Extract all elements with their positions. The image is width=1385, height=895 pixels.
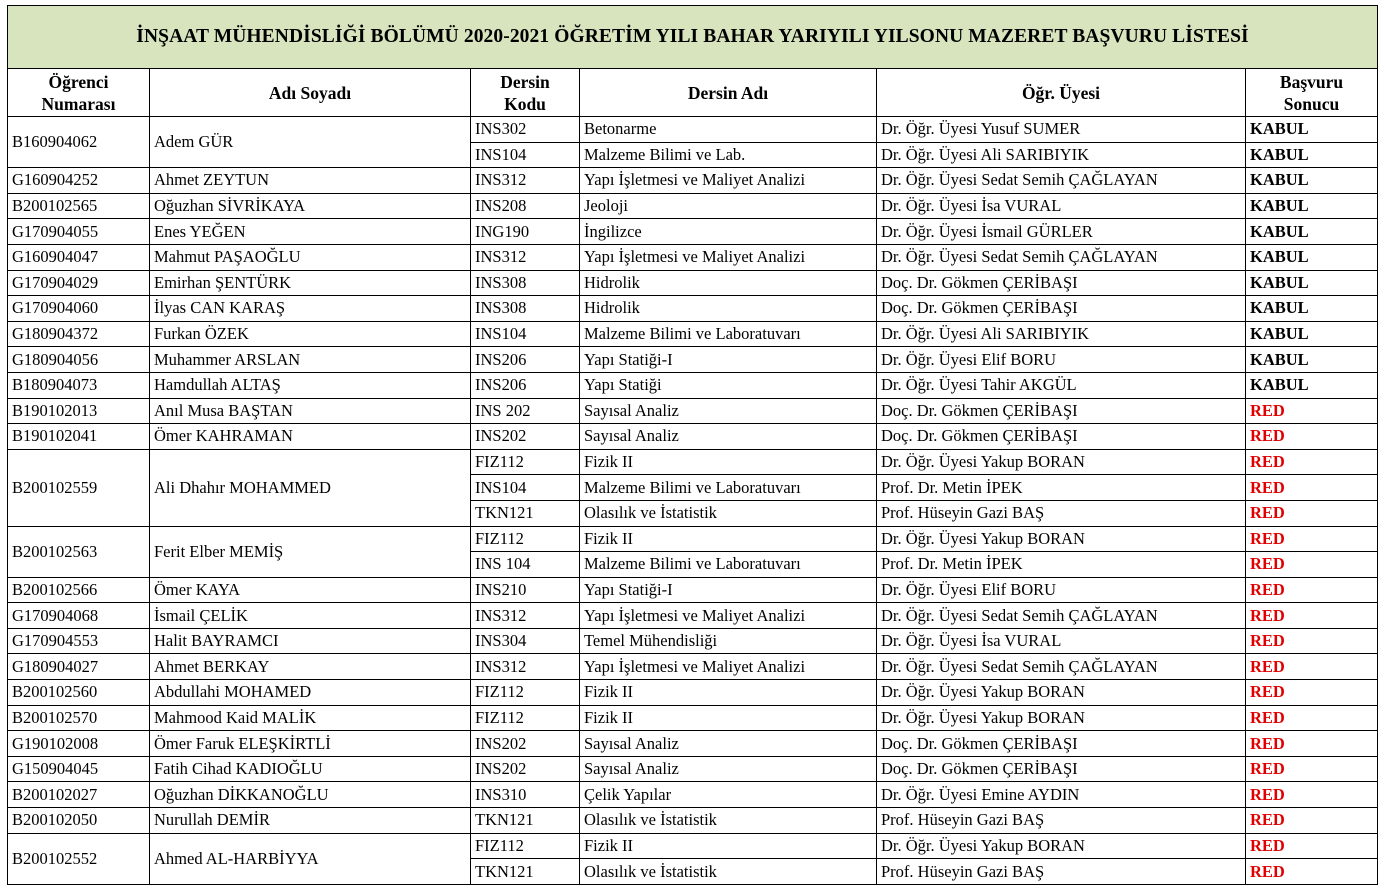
course-name-cell: Malzeme Bilimi ve Laboratuvarı bbox=[580, 321, 877, 347]
course-name-cell: Sayısal Analiz bbox=[580, 398, 877, 424]
result-cell: RED bbox=[1246, 680, 1378, 706]
instructor-cell: Prof. Hüseyin Gazi BAŞ bbox=[877, 500, 1246, 526]
student-name-cell: Mahmut PAŞAOĞLU bbox=[150, 244, 471, 270]
student-number-cell: G170904553 bbox=[8, 628, 150, 654]
course-name-cell: Yapı Statiği-I bbox=[580, 577, 877, 603]
student-name-cell: Ömer KAHRAMAN bbox=[150, 424, 471, 450]
course-name-cell: Malzeme Bilimi ve Laboratuvarı bbox=[580, 475, 877, 501]
instructor-cell: Dr. Öğr. Üyesi Yakup BORAN bbox=[877, 833, 1246, 859]
instructor-cell: Dr. Öğr. Üyesi Yakup BORAN bbox=[877, 449, 1246, 475]
student-name-cell: Ahmed AL-HARBİYYA bbox=[150, 833, 471, 884]
table-row bbox=[8, 705, 1378, 731]
course-code-cell: INS202 bbox=[471, 731, 580, 757]
student-name-cell: Hamdullah ALTAŞ bbox=[150, 372, 471, 398]
student-name-cell: Mahmood Kaid MALİK bbox=[150, 705, 471, 731]
course-code-cell: INS308 bbox=[471, 270, 580, 296]
student-name-cell: Oğuzhan SİVRİKAYA bbox=[150, 193, 471, 219]
course-code-cell: INS302 bbox=[471, 117, 580, 143]
course-name-cell: Sayısal Analiz bbox=[580, 756, 877, 782]
table-row bbox=[8, 424, 1378, 450]
header-course-name: Dersin Adı bbox=[580, 69, 877, 117]
result-cell: RED bbox=[1246, 398, 1378, 424]
student-number-cell: G180904372 bbox=[8, 321, 150, 347]
course-name-cell: Fizik II bbox=[580, 833, 877, 859]
student-number-cell: G150904045 bbox=[8, 756, 150, 782]
course-name-cell: Temel Mühendisliği bbox=[580, 628, 877, 654]
course-code-cell: INS 202 bbox=[471, 398, 580, 424]
result-cell: RED bbox=[1246, 449, 1378, 475]
student-name-cell: Nurullah DEMİR bbox=[150, 808, 471, 834]
course-code-cell: INS312 bbox=[471, 244, 580, 270]
course-code-cell: INS312 bbox=[471, 168, 580, 194]
course-name-cell: Yapı İşletmesi ve Maliyet Analizi bbox=[580, 244, 877, 270]
result-cell: RED bbox=[1246, 808, 1378, 834]
course-name-cell: İngilizce bbox=[580, 219, 877, 245]
result-cell: RED bbox=[1246, 654, 1378, 680]
student-number-cell: B200102027 bbox=[8, 782, 150, 808]
result-cell: KABUL bbox=[1246, 244, 1378, 270]
table-row bbox=[8, 321, 1378, 347]
result-cell: KABUL bbox=[1246, 270, 1378, 296]
result-cell: RED bbox=[1246, 526, 1378, 552]
student-number-cell: B200102559 bbox=[8, 449, 150, 526]
student-number-cell: G190102008 bbox=[8, 731, 150, 757]
instructor-cell: Prof. Hüseyin Gazi BAŞ bbox=[877, 808, 1246, 834]
instructor-cell: Doç. Dr. Gökmen ÇERİBAŞI bbox=[877, 270, 1246, 296]
student-number-cell: G170904029 bbox=[8, 270, 150, 296]
course-name-cell: Çelik Yapılar bbox=[580, 782, 877, 808]
student-number-cell: G170904060 bbox=[8, 296, 150, 322]
course-code-cell: INS104 bbox=[471, 142, 580, 168]
table-row bbox=[8, 808, 1378, 834]
course-name-cell: Yapı İşletmesi ve Maliyet Analizi bbox=[580, 603, 877, 629]
table-row bbox=[8, 654, 1378, 680]
result-cell: KABUL bbox=[1246, 219, 1378, 245]
instructor-cell: Dr. Öğr. Üyesi Emine AYDIN bbox=[877, 782, 1246, 808]
header-result: Başvuru Sonucu bbox=[1246, 69, 1378, 117]
student-name-cell: Ahmet BERKAY bbox=[150, 654, 471, 680]
student-number-cell: B200102566 bbox=[8, 577, 150, 603]
instructor-cell: Dr. Öğr. Üyesi Sedat Semih ÇAĞLAYAN bbox=[877, 168, 1246, 194]
result-cell: RED bbox=[1246, 603, 1378, 629]
course-code-cell: ING190 bbox=[471, 219, 580, 245]
student-number-cell: B200102552 bbox=[8, 833, 150, 884]
instructor-cell: Dr. Öğr. Üyesi Yakup BORAN bbox=[877, 526, 1246, 552]
course-code-cell: INS310 bbox=[471, 782, 580, 808]
course-code-cell: INS308 bbox=[471, 296, 580, 322]
instructor-cell: Dr. Öğr. Üyesi Yusuf SUMER bbox=[877, 117, 1246, 143]
student-number-cell: G170904068 bbox=[8, 603, 150, 629]
page-title: İNŞAAT MÜHENDİSLİĞİ BÖLÜMÜ 2020-2021 ÖĞRETİM YILI BAHAR YARIYILI YILSONU MAZERET BAŞVURU LİSTESİ bbox=[8, 6, 1378, 69]
student-number-cell: B180904073 bbox=[8, 372, 150, 398]
table-row bbox=[8, 296, 1378, 322]
header-course-code: Dersin Kodu bbox=[471, 69, 580, 117]
course-code-cell: FIZ112 bbox=[471, 705, 580, 731]
student-name-cell: Ferit Elber MEMİŞ bbox=[150, 526, 471, 577]
table-row bbox=[8, 219, 1378, 245]
student-number-cell: G180904027 bbox=[8, 654, 150, 680]
student-number-cell: G160904047 bbox=[8, 244, 150, 270]
instructor-cell: Dr. Öğr. Üyesi Sedat Semih ÇAĞLAYAN bbox=[877, 654, 1246, 680]
course-name-cell: Malzeme Bilimi ve Lab. bbox=[580, 142, 877, 168]
student-name-cell: Ali Dhahır MOHAMMED bbox=[150, 449, 471, 526]
course-name-cell: Malzeme Bilimi ve Laboratuvarı bbox=[580, 552, 877, 578]
instructor-cell: Dr. Öğr. Üyesi Sedat Semih ÇAĞLAYAN bbox=[877, 244, 1246, 270]
table-row bbox=[8, 680, 1378, 706]
table-row bbox=[8, 628, 1378, 654]
course-name-cell: Yapı Statiği bbox=[580, 372, 877, 398]
student-name-cell: Anıl Musa BAŞTAN bbox=[150, 398, 471, 424]
student-number-cell: B160904062 bbox=[8, 117, 150, 168]
result-cell: RED bbox=[1246, 628, 1378, 654]
course-name-cell: Hidrolik bbox=[580, 296, 877, 322]
course-code-cell: FIZ112 bbox=[471, 833, 580, 859]
instructor-cell: Dr. Öğr. Üyesi Ali SARIBIYIK bbox=[877, 321, 1246, 347]
result-cell: RED bbox=[1246, 731, 1378, 757]
instructor-cell: Doç. Dr. Gökmen ÇERİBAŞI bbox=[877, 424, 1246, 450]
table-row bbox=[8, 117, 1378, 143]
table-row bbox=[8, 193, 1378, 219]
course-code-cell: INS 104 bbox=[471, 552, 580, 578]
course-name-cell: Hidrolik bbox=[580, 270, 877, 296]
course-name-cell: Fizik II bbox=[580, 680, 877, 706]
course-code-cell: INS202 bbox=[471, 756, 580, 782]
student-name-cell: Furkan ÖZEK bbox=[150, 321, 471, 347]
instructor-cell: Doç. Dr. Gökmen ÇERİBAŞI bbox=[877, 296, 1246, 322]
course-name-cell: Sayısal Analiz bbox=[580, 424, 877, 450]
instructor-cell: Doç. Dr. Gökmen ÇERİBAŞI bbox=[877, 756, 1246, 782]
course-code-cell: TKN121 bbox=[471, 500, 580, 526]
table-row bbox=[8, 270, 1378, 296]
result-cell: KABUL bbox=[1246, 321, 1378, 347]
header-instructor: Öğr. Üyesi bbox=[877, 69, 1246, 117]
instructor-cell: Prof. Hüseyin Gazi BAŞ bbox=[877, 859, 1246, 885]
table-row bbox=[8, 398, 1378, 424]
result-cell: RED bbox=[1246, 552, 1378, 578]
table-row bbox=[8, 731, 1378, 757]
course-code-cell: INS210 bbox=[471, 577, 580, 603]
course-code-cell: INS304 bbox=[471, 628, 580, 654]
instructor-cell: Prof. Dr. Metin İPEK bbox=[877, 552, 1246, 578]
instructor-cell: Dr. Öğr. Üyesi Elif BORU bbox=[877, 577, 1246, 603]
result-cell: RED bbox=[1246, 500, 1378, 526]
table-row bbox=[8, 526, 1378, 552]
student-number-cell: G160904252 bbox=[8, 168, 150, 194]
table-body bbox=[8, 117, 1378, 885]
header-student-no: Öğrenci Numarası bbox=[8, 69, 150, 117]
course-name-cell: Olasılık ve İstatistik bbox=[580, 500, 877, 526]
table-row bbox=[8, 577, 1378, 603]
course-name-cell: Yapı Statiği-I bbox=[580, 347, 877, 373]
instructor-cell: Dr. Öğr. Üyesi Tahir AKGÜL bbox=[877, 372, 1246, 398]
student-number-cell: B200102565 bbox=[8, 193, 150, 219]
table-row bbox=[8, 833, 1378, 859]
course-code-cell: FIZ112 bbox=[471, 526, 580, 552]
course-code-cell: FIZ112 bbox=[471, 449, 580, 475]
result-cell: KABUL bbox=[1246, 347, 1378, 373]
student-name-cell: Ahmet ZEYTUN bbox=[150, 168, 471, 194]
course-code-cell: FIZ112 bbox=[471, 680, 580, 706]
result-cell: RED bbox=[1246, 577, 1378, 603]
course-name-cell: Olasılık ve İstatistik bbox=[580, 859, 877, 885]
result-cell: RED bbox=[1246, 782, 1378, 808]
student-name-cell: Ömer KAYA bbox=[150, 577, 471, 603]
course-code-cell: INS206 bbox=[471, 347, 580, 373]
result-cell: RED bbox=[1246, 705, 1378, 731]
result-cell: KABUL bbox=[1246, 168, 1378, 194]
result-cell: RED bbox=[1246, 833, 1378, 859]
instructor-cell: Dr. Öğr. Üyesi Yakup BORAN bbox=[877, 680, 1246, 706]
student-number-cell: B200102560 bbox=[8, 680, 150, 706]
result-cell: RED bbox=[1246, 859, 1378, 885]
header-name: Adı Soyadı bbox=[150, 69, 471, 117]
result-cell: KABUL bbox=[1246, 142, 1378, 168]
instructor-cell: Doç. Dr. Gökmen ÇERİBAŞI bbox=[877, 398, 1246, 424]
instructor-cell: Dr. Öğr. Üyesi İsmail GÜRLER bbox=[877, 219, 1246, 245]
student-name-cell: Adem GÜR bbox=[150, 117, 471, 168]
student-name-cell: Oğuzhan DİKKANOĞLU bbox=[150, 782, 471, 808]
table-row bbox=[8, 603, 1378, 629]
course-name-cell: Jeoloji bbox=[580, 193, 877, 219]
course-code-cell: INS104 bbox=[471, 475, 580, 501]
course-code-cell: INS104 bbox=[471, 321, 580, 347]
student-name-cell: Muhammer ARSLAN bbox=[150, 347, 471, 373]
instructor-cell: Prof. Dr. Metin İPEK bbox=[877, 475, 1246, 501]
table-row bbox=[8, 372, 1378, 398]
instructor-cell: Dr. Öğr. Üyesi Elif BORU bbox=[877, 347, 1246, 373]
student-number-cell: G180904056 bbox=[8, 347, 150, 373]
course-name-cell: Betonarme bbox=[580, 117, 877, 143]
course-name-cell: Olasılık ve İstatistik bbox=[580, 808, 877, 834]
application-list-table bbox=[7, 5, 1378, 885]
course-name-cell: Yapı İşletmesi ve Maliyet Analizi bbox=[580, 654, 877, 680]
student-number-cell: B200102570 bbox=[8, 705, 150, 731]
result-cell: RED bbox=[1246, 475, 1378, 501]
course-code-cell: INS202 bbox=[471, 424, 580, 450]
course-code-cell: INS206 bbox=[471, 372, 580, 398]
course-name-cell: Fizik II bbox=[580, 449, 877, 475]
course-name-cell: Fizik II bbox=[580, 526, 877, 552]
student-name-cell: Abdullahi MOHAMED bbox=[150, 680, 471, 706]
result-cell: RED bbox=[1246, 756, 1378, 782]
table-row bbox=[8, 347, 1378, 373]
result-cell: KABUL bbox=[1246, 296, 1378, 322]
student-number-cell: B190102013 bbox=[8, 398, 150, 424]
table-row bbox=[8, 782, 1378, 808]
student-name-cell: Halit BAYRAMCI bbox=[150, 628, 471, 654]
student-number-cell: B200102563 bbox=[8, 526, 150, 577]
student-number-cell: B200102050 bbox=[8, 808, 150, 834]
student-name-cell: Fatih Cihad KADIOĞLU bbox=[150, 756, 471, 782]
instructor-cell: Dr. Öğr. Üyesi Yakup BORAN bbox=[877, 705, 1246, 731]
course-code-cell: TKN121 bbox=[471, 859, 580, 885]
instructor-cell: Dr. Öğr. Üyesi İsa VURAL bbox=[877, 193, 1246, 219]
course-name-cell: Sayısal Analiz bbox=[580, 731, 877, 757]
course-code-cell: INS208 bbox=[471, 193, 580, 219]
result-cell: KABUL bbox=[1246, 372, 1378, 398]
course-name-cell: Fizik II bbox=[580, 705, 877, 731]
instructor-cell: Doç. Dr. Gökmen ÇERİBAŞI bbox=[877, 731, 1246, 757]
header-row bbox=[8, 69, 1378, 117]
result-cell: RED bbox=[1246, 424, 1378, 450]
student-name-cell: İsmail ÇELİK bbox=[150, 603, 471, 629]
table-row bbox=[8, 168, 1378, 194]
instructor-cell: Dr. Öğr. Üyesi Sedat Semih ÇAĞLAYAN bbox=[877, 603, 1246, 629]
student-name-cell: Enes YEĞEN bbox=[150, 219, 471, 245]
result-cell: KABUL bbox=[1246, 117, 1378, 143]
course-code-cell: TKN121 bbox=[471, 808, 580, 834]
table-row bbox=[8, 449, 1378, 475]
result-cell: KABUL bbox=[1246, 193, 1378, 219]
student-number-cell: G170904055 bbox=[8, 219, 150, 245]
instructor-cell: Dr. Öğr. Üyesi İsa VURAL bbox=[877, 628, 1246, 654]
course-name-cell: Yapı İşletmesi ve Maliyet Analizi bbox=[580, 168, 877, 194]
table-row bbox=[8, 244, 1378, 270]
instructor-cell: Dr. Öğr. Üyesi Ali SARIBIYIK bbox=[877, 142, 1246, 168]
course-code-cell: INS312 bbox=[471, 603, 580, 629]
student-name-cell: Ömer Faruk ELEŞKİRTLİ bbox=[150, 731, 471, 757]
student-name-cell: Emirhan ŞENTÜRK bbox=[150, 270, 471, 296]
course-code-cell: INS312 bbox=[471, 654, 580, 680]
table-row bbox=[8, 756, 1378, 782]
student-name-cell: İlyas CAN KARAŞ bbox=[150, 296, 471, 322]
student-number-cell: B190102041 bbox=[8, 424, 150, 450]
